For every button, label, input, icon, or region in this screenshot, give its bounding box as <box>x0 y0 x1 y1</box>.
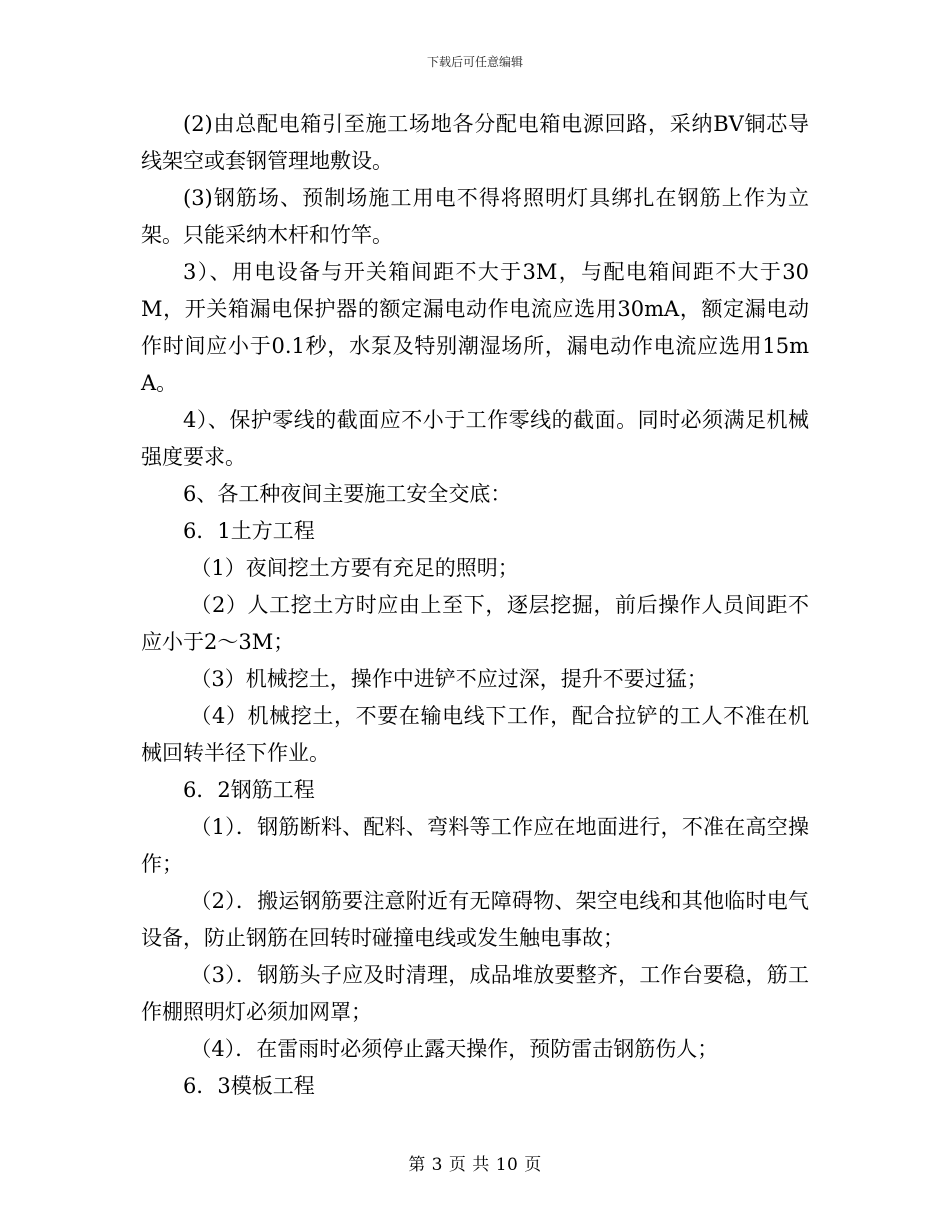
section-heading-night-safety: 6、各工种夜间主要施工安全交底： <box>183 482 512 506</box>
subsection-heading-earthwork: 6．1土方工程 <box>183 519 315 543</box>
list-item-rebar-3: （3）．钢筋头子应及时清理，成品堆放要整齐，工作台要稳，筋工作棚照明灯必须加网罩； <box>141 963 809 1024</box>
paragraph-equipment-spacing: 3）、用电设备与开关箱间距不大于3M，与配电箱间距不大于30M，开关箱漏电保护器的额定漏电动作电流应选用30mA，额定漏电动作时间应小于0.1秒，水泵及特别潮湿场所，漏电动作电流应选用15mA。 <box>141 260 809 395</box>
paragraph-power-routing: (2)由总配电箱引至施工场地各分配电箱电源回路，采纳BV铜芯导线架空或套钢管理地敷设。 <box>141 112 809 173</box>
list-item-earthwork-2: （2）人工挖土方时应由上至下，逐层挖掘，前后操作人员间距不应小于2～3M； <box>141 593 809 654</box>
list-item-rebar-4: （4）．在雷雨时必须停止露天操作，预防雷击钢筋伤人； <box>190 1037 719 1061</box>
list-item-earthwork-4: （4）机械挖土，不要在输电线下工作，配合拉铲的工人不准在机械回转半径下作业。 <box>141 704 809 765</box>
subsection-heading-rebar: 6．2钢筋工程 <box>183 778 315 802</box>
list-item-earthwork-1: （1）夜间挖土方要有充足的照明； <box>190 556 519 580</box>
page-number-footer: 第 3 页 共 10 页 <box>408 1155 542 1175</box>
list-item-earthwork-3: （3）机械挖土，操作中进铲不应过深，提升不要过猛； <box>190 667 708 691</box>
list-item-rebar-1: （1）．钢筋断料、配料、弯料等工作应在地面进行，不准在高空操作； <box>141 815 809 876</box>
paragraph-protective-neutral: 4）、保护零线的截面应不小于工作零线的截面。同时必须满足机械强度要求。 <box>141 408 809 469</box>
paragraph-rebar-yard-lighting: (3)钢筋场、预制场施工用电不得将照明灯具绑扎在钢筋上作为立架。只能采纳木杆和竹竿。 <box>141 186 809 247</box>
list-item-rebar-2: （2）．搬运钢筋要注意附近有无障碍物、架空电线和其他临时电气设备，防止钢筋在回转时碰撞电线或发生触电事故； <box>141 889 809 950</box>
subsection-heading-formwork: 6．3模板工程 <box>183 1074 315 1098</box>
page-header-note: 下载后可任意编辑 <box>426 55 523 69</box>
document-body <box>141 106 809 1105</box>
